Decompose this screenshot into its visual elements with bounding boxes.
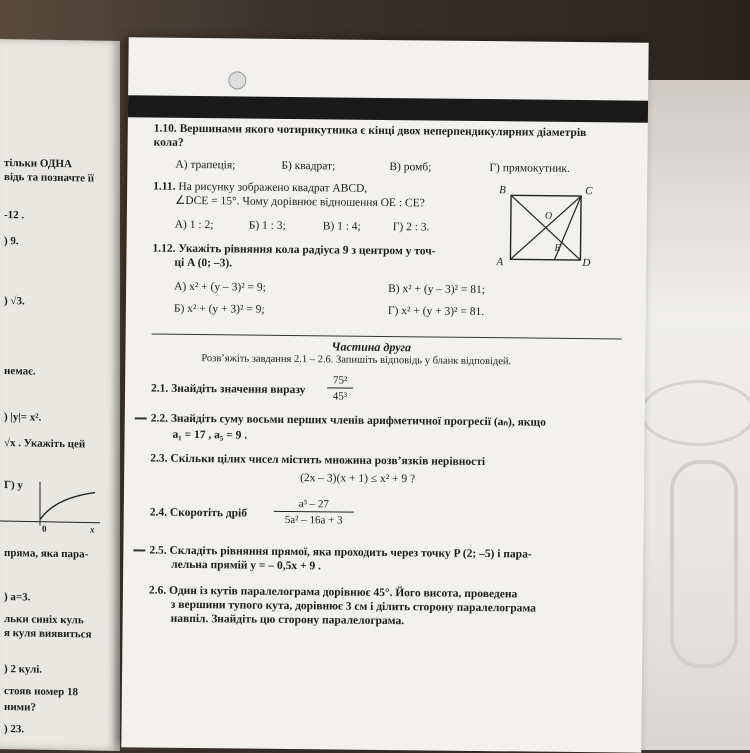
figure-label-d: D — [582, 257, 591, 270]
option-b: Б) 1 : 3; — [248, 219, 286, 232]
left-line: ) √3. — [4, 295, 25, 308]
question-number: 2.4. — [149, 506, 168, 519]
fraction-numerator: 75² — [332, 374, 348, 387]
question-2-1 — [151, 382, 306, 398]
question-text: Один із кутів паралелограма дорівнює 45°. Його висота, проведена — [169, 584, 518, 601]
pen-mark — [135, 417, 147, 419]
left-line: я куля виявиться — [4, 627, 92, 641]
left-graph-x: x — [90, 524, 95, 535]
left-graph-origin: 0 — [42, 523, 47, 534]
punch-hole — [228, 71, 246, 89]
question-number: 2.2. — [150, 412, 169, 425]
left-line: ) |y|= x². — [4, 411, 42, 424]
question-number: 2.5. — [149, 544, 167, 557]
curtain-ornament-2 — [640, 380, 750, 446]
question-1-12-line2: ці A (0; –3). — [174, 256, 233, 270]
option-b: Б) x² + (y + 3)² = 9; — [173, 302, 265, 316]
pen-mark — [133, 549, 145, 551]
question-number: 2.3. — [150, 452, 168, 465]
question-number: 1.12. — [152, 242, 176, 255]
fraction-denominator: 45³ — [332, 390, 348, 403]
question-number: 2.1. — [150, 382, 169, 395]
left-line: немає. — [4, 365, 36, 378]
page-top-bar — [128, 95, 648, 122]
question-text: Скільки цілих чисел містить множина розв’язків нерівності — [170, 452, 486, 469]
fraction-numerator: a³ – 27 — [298, 498, 330, 511]
question-2-3-line2: (2x – 3)(x + 1) ≤ x² + 9 ? — [300, 472, 416, 486]
left-line: пряма, яка пара- — [4, 547, 89, 561]
option-b: Б) квадрат; — [281, 159, 336, 173]
left-line: √x . Укажіть цей — [4, 437, 86, 451]
left-line: -12 . — [4, 209, 25, 222]
left-line: ними? — [4, 701, 37, 714]
question-number: 1.11. — [153, 180, 176, 193]
main-page — [121, 37, 648, 752]
option-g: Г) прямокутник. — [489, 162, 570, 175]
left-line: ) 23. — [4, 723, 25, 736]
figure-label-a: A — [496, 256, 504, 269]
question-text: Складіть рівняння прямої, яка проходить через точку P (2; –5) і пара- — [169, 544, 532, 561]
question-text: Скоротіть дріб — [169, 506, 248, 520]
option-a: А) трапеція; — [175, 158, 236, 172]
question-text: Знайдіть значення виразу — [171, 382, 306, 397]
question-2-2-line1 — [151, 412, 546, 430]
option-g: Г) 2 : 3. — [392, 221, 430, 234]
left-graph — [0, 479, 110, 531]
question-2-6-line2: з вершини тупого кута, дорівнює 3 см і ділить сторону паралелограма — [170, 598, 537, 615]
section-separator — [152, 334, 622, 340]
option-g: Г) x² + (y + 3)² = 81. — [387, 305, 485, 319]
option-a: А) x² + (y – 3)² = 9; — [174, 280, 266, 294]
left-line: льки синіх куль — [4, 613, 84, 627]
figure-label-o: O — [544, 210, 553, 222]
question-number: 2.6. — [148, 584, 167, 597]
left-line: тільки ОДНА — [4, 157, 72, 171]
left-line: ) 9. — [4, 235, 19, 248]
question-text: Вершинами якого чотирикутника є кінці двох неперпендикулярних діаметрів кола? — [153, 122, 587, 149]
question-number: 1.10. — [153, 122, 177, 135]
part-two-subtitle: Розв’яжіть завдання 2.1 – 2.6. Запишіть відповідь у бланк відповідей. — [201, 353, 512, 368]
page-content — [148, 122, 624, 628]
left-page — [0, 39, 120, 751]
curtain-ornament — [670, 460, 738, 668]
figure-label-c: C — [585, 185, 593, 198]
question-text: Укажіть рівняння кола радіуса 9 з центром у точ- — [178, 242, 436, 258]
left-line: стояв номер 18 — [4, 685, 78, 699]
option-v: В) x² + (y – 3)² = 81; — [388, 283, 486, 297]
option-v: В) 1 : 4; — [322, 220, 361, 233]
option-a: А) 1 : 2; — [174, 218, 214, 232]
figure-label-b: B — [499, 184, 506, 197]
left-line: ) 2 кулі. — [4, 663, 43, 676]
question-text: Знайдіть суму восьми перших членів арифметичної прогресії (aₙ), якщо — [170, 412, 546, 429]
left-line: відь та позначте її — [4, 171, 94, 185]
question-2-5-line2: лельна прямій y = – 0,5x + 9 . — [171, 558, 321, 573]
part-two-title: Частина друга — [331, 339, 412, 355]
question-2-4 — [150, 506, 247, 521]
question-2-6-line3: навпіл. Знайдіть цю сторону паралелограма. — [170, 612, 405, 628]
left-line: Г) y — [4, 479, 23, 492]
question-2-3-line1 — [150, 452, 485, 470]
question-1-10 — [154, 122, 594, 155]
question-text: На рисунку зображено квадрат ABCD, — [178, 180, 368, 195]
figure-label-e: E — [554, 242, 561, 254]
question-1-11-line2: ∠DCE = 15°. Чому дорівнює відношення OE : CE? — [174, 194, 425, 210]
question-2-2-line2: a₁ = 17 , a₅ = 9 . — [172, 428, 248, 442]
option-v: В) ромб; — [389, 161, 432, 174]
left-line: ) a=3. — [4, 591, 31, 604]
fraction-denominator: 5a² – 16a + 3 — [284, 513, 343, 527]
